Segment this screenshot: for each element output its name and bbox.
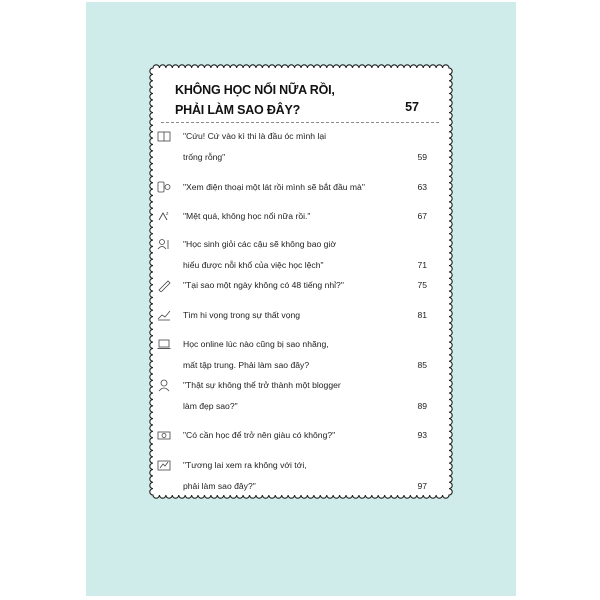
student-icon xyxy=(157,238,171,250)
laptop-icon xyxy=(157,338,171,350)
toc-entry-title xyxy=(183,334,383,376)
toc-entry-title-line1: "Cứu! Cứ vào kì thi là đầu óc mình lại xyxy=(183,131,327,141)
chapter-title-line1: KHÔNG HỌC NỔI NỮA RỒI, xyxy=(175,83,335,97)
toc-entry[interactable] xyxy=(157,305,427,326)
toc-entry-page-number: 75 xyxy=(417,280,427,290)
toc-entry[interactable] xyxy=(157,234,427,276)
chapter-title xyxy=(175,80,395,120)
toc-entry-title-line2: phải làm sao đây?" xyxy=(183,481,256,491)
toc-entry-title-line2: hiểu được nỗi khổ của việc học lệch" xyxy=(183,260,324,270)
toc-entry[interactable] xyxy=(157,425,427,446)
toc-entry-title-line1: Học online lúc nào cũng bị sao nhãng, xyxy=(183,339,329,349)
toc-entry[interactable] xyxy=(157,375,427,417)
chart-icon xyxy=(157,309,171,321)
toc-entry-title xyxy=(183,455,383,497)
toc-entry[interactable] xyxy=(157,275,427,296)
toc-entry-title xyxy=(183,305,383,326)
toc-entry-page-number: 97 xyxy=(417,481,427,491)
sleep-icon xyxy=(157,210,171,222)
toc-entry-title-line2: mất tập trung. Phải làm sao đây? xyxy=(183,360,310,370)
toc-entry[interactable] xyxy=(157,455,427,497)
blogger-icon xyxy=(157,379,171,391)
table-of-contents-card xyxy=(149,64,453,499)
toc-entry-title xyxy=(183,375,383,417)
toc-entry-page-number: 93 xyxy=(417,430,427,440)
toc-entry-title-line1: "Mệt quá, không học nổi nữa rồi." xyxy=(183,211,311,221)
svg-text:z: z xyxy=(166,211,169,217)
money-icon xyxy=(157,429,171,441)
toc-entry-title-line1: "Thật sự không thể trở thành một blogger xyxy=(183,380,341,390)
chapter-divider xyxy=(161,122,439,123)
book-icon xyxy=(157,130,171,142)
toc-entry-title-line2: làm đẹp sao?" xyxy=(183,401,238,411)
toc-entry-title xyxy=(183,234,383,276)
toc-entry[interactable] xyxy=(157,334,427,376)
toc-entry[interactable] xyxy=(157,206,427,227)
chapter-page-number: 57 xyxy=(405,100,419,114)
toc-entry-title-line2: trống rỗng" xyxy=(183,152,226,162)
toc-entry-title xyxy=(183,425,383,446)
toc-entry-title xyxy=(183,206,383,227)
toc-entry-title-line1: "Tương lai xem ra không với tới, xyxy=(183,460,307,470)
toc-entry-page-number: 81 xyxy=(417,310,427,320)
phone-icon xyxy=(157,181,171,193)
toc-entry-title-line1: "Học sinh giỏi các cậu sẽ không bao giờ xyxy=(183,239,336,249)
chapter-title-line2: PHẢI LÀM SAO ĐÂY? xyxy=(175,103,301,117)
toc-entry-page-number: 59 xyxy=(417,152,427,162)
toc-entry-page-number: 89 xyxy=(417,401,427,411)
toc-entry-page-number: 67 xyxy=(417,211,427,221)
toc-entry[interactable] xyxy=(157,126,427,168)
toc-entry-title xyxy=(183,177,383,198)
toc-entry[interactable] xyxy=(157,177,427,198)
toc-entry-title xyxy=(183,126,383,168)
future-icon xyxy=(157,459,171,471)
toc-entry-title-line1: Tìm hi vọng trong sự thất vọng xyxy=(183,310,301,320)
toc-entry-title xyxy=(183,275,383,296)
toc-entry-title-line1: "Có cần học để trở nên giàu có không?" xyxy=(183,430,336,440)
toc-entry-page-number: 63 xyxy=(417,182,427,192)
toc-entry-page-number: 85 xyxy=(417,360,427,370)
pen-icon xyxy=(157,279,171,291)
toc-entry-title-line1: "Xem điện thoại một lát rồi mình sẽ bắt đầu mà" xyxy=(183,182,365,192)
toc-entry-title-line1: "Tại sao một ngày không có 48 tiếng nhỉ?" xyxy=(183,280,344,290)
toc-entry-page-number: 71 xyxy=(417,260,427,270)
